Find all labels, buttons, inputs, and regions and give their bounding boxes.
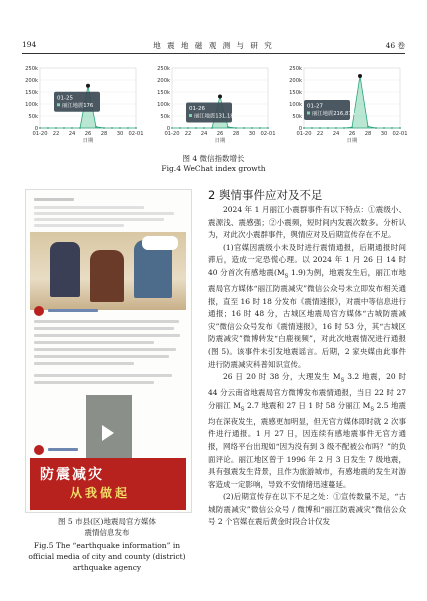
account-name-line [48, 309, 98, 312]
speech-bubble [142, 236, 178, 250]
data-point [39, 127, 41, 129]
x-tick-label: 02-01 [260, 131, 276, 137]
text-line [34, 355, 169, 358]
tooltip-value: 丽江地震216,876 [312, 110, 356, 117]
x-tick-label: 26 [216, 131, 224, 137]
account-name-line [48, 448, 78, 451]
paragraph: (2)后期宣传存在以下不足之处：①宣传数量不足，“古城防震减灾”微信公众号 / 微博和“丽江防震减灾”微信公众号 2 个官媒在震后黄金时段合计仅发 [208, 492, 406, 527]
y-tick-label: 200k [157, 77, 170, 84]
data-point [47, 127, 49, 129]
data-point [71, 127, 73, 129]
data-point [135, 127, 137, 129]
x-tick-label: 28 [100, 131, 108, 137]
data-point [63, 127, 65, 129]
banner-slogan: 从我做起 [70, 486, 131, 500]
subscript: S [370, 406, 375, 413]
data-point [383, 127, 385, 129]
data-point [227, 126, 229, 128]
x-tick-label: 24 [200, 131, 208, 137]
data-point [367, 126, 369, 128]
x-axis-label: 日期 [214, 138, 226, 144]
x-tick-label: 01-20 [32, 131, 48, 137]
data-point [399, 127, 401, 129]
data-point [391, 127, 393, 129]
data-point [211, 127, 213, 129]
data-point [179, 127, 181, 129]
x-tick-label: 01-20 [296, 131, 312, 137]
cartoon-figure [50, 242, 80, 297]
data-point [335, 127, 337, 129]
fig5-caption-en-2: official media of city and county (district) [28, 552, 186, 561]
text-line [34, 381, 154, 384]
page-header [22, 38, 405, 54]
text-span: (1)官媒因震级小未及时进行震情通报，后期通报时间滞后，造成一定恐慌心理。以 2024 年 1 月 26 日 14 时 40 分首次有感地震(M [208, 242, 406, 277]
y-tick-label: 0 [166, 125, 170, 132]
data-point [343, 127, 345, 129]
text-line [34, 327, 174, 330]
x-tick-label: 22 [184, 131, 192, 137]
section-heading: 2 舆情事件应对及不足 [208, 188, 323, 202]
data-point [267, 127, 269, 129]
data-point [127, 127, 129, 129]
y-tick-label: 50k [292, 113, 302, 120]
text-line [34, 206, 144, 209]
page-number: 194 [22, 40, 37, 49]
y-tick-label: 150k [289, 89, 302, 96]
header-rule [22, 53, 405, 54]
x-tick-label: 28 [364, 131, 372, 137]
text-line [34, 362, 134, 365]
data-point [171, 127, 173, 129]
data-point [251, 127, 253, 129]
text-span: 3.2 地震，20 时 44 分云南省地震局官方微博发布震情通报，当日 22 时 27 分丽江 M [208, 372, 406, 410]
x-tick-label: 24 [332, 131, 340, 137]
x-tick-label: 24 [68, 131, 76, 137]
y-tick-label: 200k [25, 77, 38, 84]
y-tick-label: 50k [28, 113, 38, 120]
x-tick-label: 02-01 [392, 131, 408, 137]
data-point [351, 126, 353, 128]
paragraph [208, 371, 406, 491]
x-tick-label: 01-20 [164, 131, 180, 137]
y-tick-label: 0 [298, 125, 302, 132]
fig4-caption-cn: 图 4 微信指数增长 [182, 154, 245, 163]
peak-marker [358, 74, 362, 78]
data-point [203, 127, 205, 129]
text-line [34, 334, 180, 337]
y-tick-label: 100k [157, 101, 170, 108]
figure-5-screenshot [25, 189, 192, 513]
text-line [34, 218, 164, 221]
x-axis-label: 日期 [82, 138, 94, 144]
data-point [311, 127, 313, 129]
x-tick-label: 22 [316, 131, 324, 137]
y-tick-label: 100k [289, 101, 302, 108]
tooltip-date: 01-26 [189, 106, 205, 113]
data-point [375, 127, 377, 129]
tooltip-swatch [307, 111, 310, 114]
x-tick-label: 30 [380, 131, 388, 137]
data-point [103, 127, 105, 129]
data-point [55, 127, 57, 129]
subscript: S [284, 273, 289, 280]
y-tick-label: 250k [157, 65, 170, 72]
account-avatar-icon [34, 306, 44, 316]
account-avatar-icon [34, 445, 44, 455]
text-span: 2.7 地震和 27 日 1 时 58 分丽江 M [244, 400, 371, 410]
volume-label: 46 卷 [385, 41, 405, 50]
body-text-2 [208, 371, 406, 491]
subscript: S [340, 377, 345, 384]
data-point [187, 127, 189, 129]
fig5-caption-cn-1: 图 5 市县(区)地震局官方媒体 [58, 517, 156, 526]
tooltip-date: 01-25 [57, 95, 73, 102]
y-tick-label: 200k [289, 77, 302, 84]
body-text [208, 204, 406, 371]
y-tick-label: 100k [25, 101, 38, 108]
text-line [34, 374, 172, 377]
y-tick-label: 250k [25, 65, 38, 72]
text-line [34, 348, 176, 351]
x-tick-label: 02-01 [128, 131, 144, 137]
tooltip-swatch [57, 103, 60, 106]
data-point [303, 127, 305, 129]
x-axis-label: 日期 [346, 138, 358, 144]
x-tick-label: 26 [348, 131, 356, 137]
data-point [111, 127, 113, 129]
text-line [34, 320, 179, 323]
promo-banner [30, 458, 186, 510]
y-tick-label: 150k [25, 89, 38, 96]
text-span: 26 日 20 时 38 分，大理发生 M [223, 372, 341, 381]
data-point [243, 127, 245, 129]
tooltip-value: 丽江地震131,186 [194, 113, 238, 120]
data-point [235, 127, 237, 129]
data-point [259, 127, 261, 129]
peak-marker [218, 95, 222, 99]
text-line [34, 212, 174, 215]
text-line [34, 224, 124, 227]
x-tick-label: 22 [52, 131, 60, 137]
tooltip-swatch [189, 114, 192, 117]
play-icon [102, 425, 114, 441]
wechat-index-charts [18, 64, 408, 156]
x-tick-label: 30 [116, 131, 124, 137]
subscript: S [240, 406, 245, 413]
data-point [319, 127, 321, 129]
text-span: 1.9)为例，地震发生后，丽江市地震局官方媒体“丽江防震减灾”微信公众号未立即发布相关通报，直至 16 时 18 分发布《震情速报》，对震中等信息进行通报；16 时 48 分，古城区地震局官方媒体“古城防震减灾”微信公众号发布《震情速报》，16 时 53 分，其“古城区防震减灾”微博转发“白鹿视频”，对此次地震情况进行通报(图 5)。该事件未引发地震谣言。后期，2 家央媒由此事件进行防震减灾科普知识宣传。 [208, 267, 406, 369]
x-tick-label: 28 [232, 131, 240, 137]
journal-title: 地 震 地 磁 观 测 与 研 究 [153, 41, 274, 50]
cartoon-illustration [30, 232, 186, 310]
tooltip-date: 01-27 [307, 103, 323, 110]
data-point [327, 127, 329, 129]
figure-4 [18, 64, 408, 160]
account-name-line [34, 198, 74, 201]
text-span: 2.5 地震均在深夜发生，震感更加明显，但无官方媒体即时就 2 次事件进行通报。1 月 27 日，因连续有感地震事件无官方通报，网络平台出现如“因为没有到 3 级不配被公布吗？”的负面评论。丽江地区曾于 1996 年 2 月 3 日发生 7 级地震，具有强震发生背景，且作为旅游城市，有感地震的发生对游客造成一定影响，导致不安情绪迅速蔓延。 [208, 400, 406, 489]
y-tick-label: 50k [160, 113, 170, 120]
x-tick-label: 30 [248, 131, 256, 137]
y-tick-label: 150k [157, 89, 170, 96]
fig5-caption-cn-2: 震情信息发布 [84, 528, 130, 537]
tooltip-value: 丽江地震176 [62, 102, 94, 109]
peak-marker [86, 84, 90, 88]
fig5-caption-en-3: arthquake agency [72, 563, 142, 572]
data-point [79, 127, 81, 129]
banner-headline: 防震减灾 [40, 467, 104, 483]
data-point [95, 126, 97, 128]
fig4-caption-en: Fig.4 WeChat index growth [161, 164, 266, 173]
text-line [34, 341, 154, 344]
data-point [119, 127, 121, 129]
data-point [195, 127, 197, 129]
x-tick-label: 26 [84, 131, 92, 137]
body-text-3 [208, 491, 406, 529]
paragraph [208, 242, 406, 371]
paragraph: 2024 年 1 月丽江小震群事件有以下特点：①震级小、震源浅、震感强；②小震频，短时间内发震次数多。分析认为，对此次小震群事件，舆情应对及后期宣传存在不足。 [208, 205, 406, 240]
fig5-caption-en-1: Fig.5 The “earthquake information” in [33, 541, 181, 550]
cartoon-figure [90, 250, 124, 302]
y-tick-label: 0 [34, 125, 38, 132]
y-tick-label: 250k [289, 65, 302, 72]
